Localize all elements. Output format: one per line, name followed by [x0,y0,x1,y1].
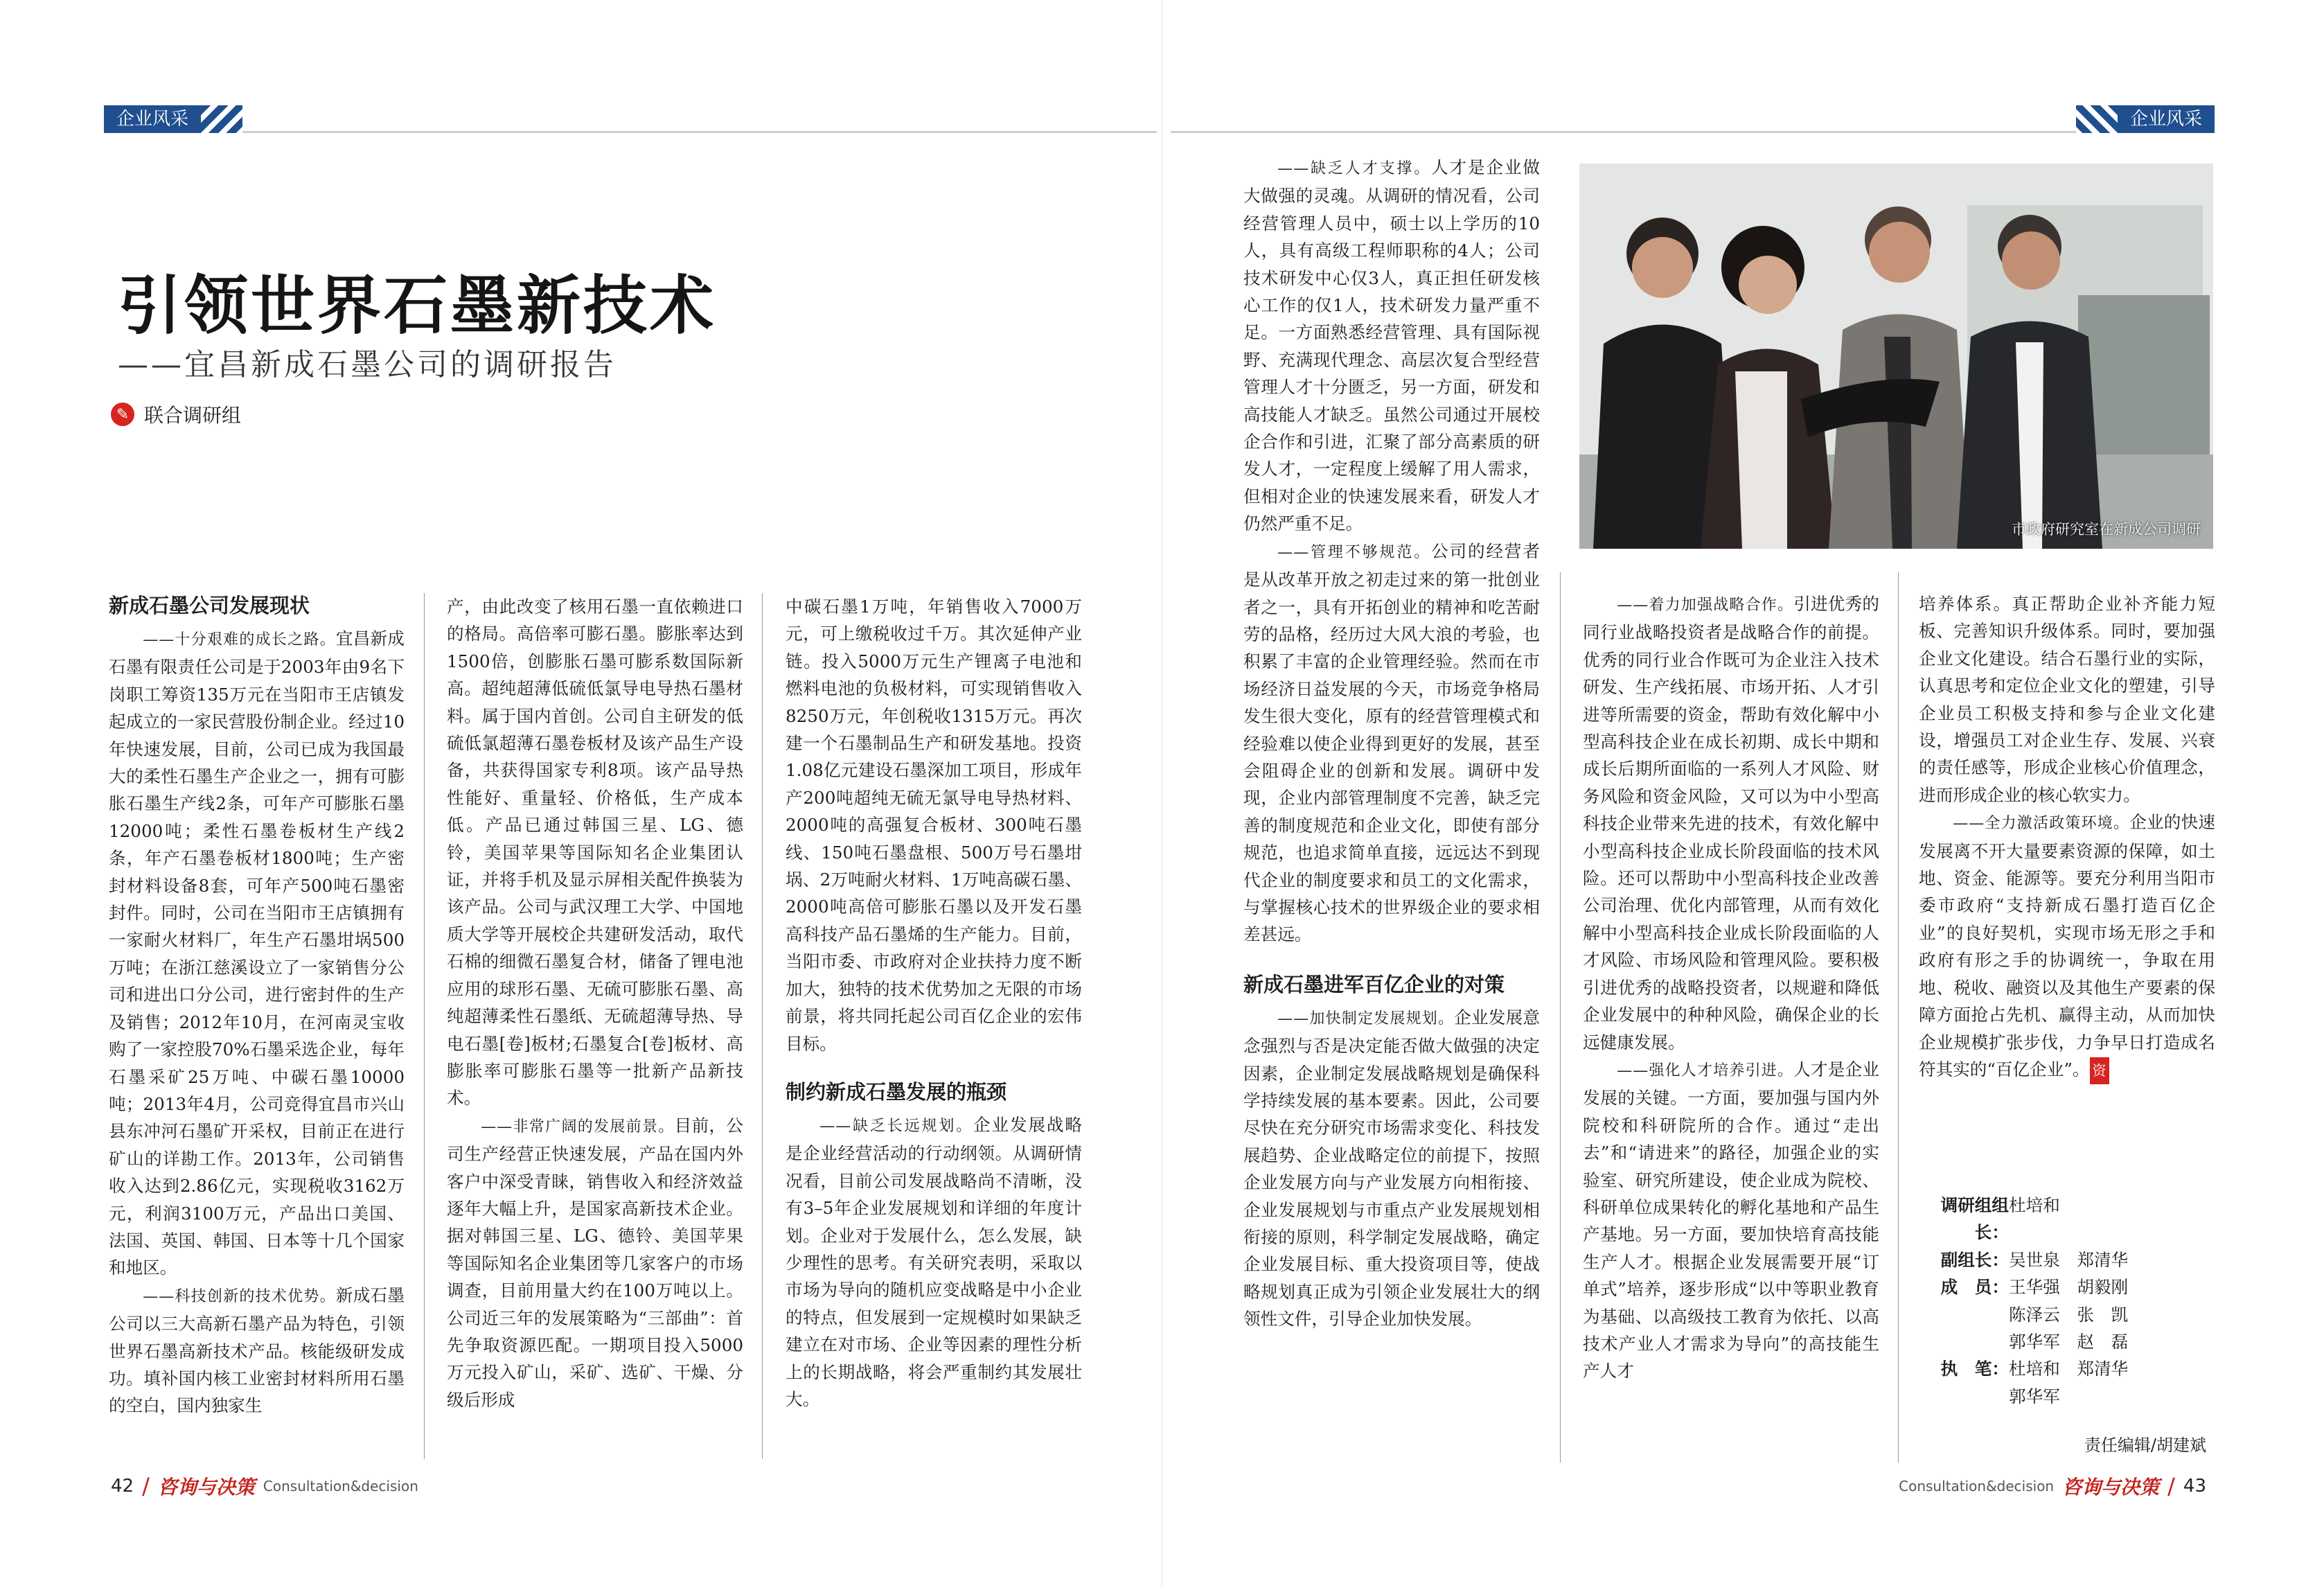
lead-phrase: ——加快制定发展规划。 [1277,1009,1455,1027]
section-tag-right [1171,105,2215,133]
text-column-5 [1583,590,1879,1385]
staff-role: 调研组组长： [1940,1195,2009,1243]
staff-names: 郭华军 赵 磊 [2009,1332,2129,1352]
pen-icon: ✎ [111,403,134,426]
section-heading: 新成石墨公司发展现状 [109,594,310,617]
staff-role: 成 员： [1940,1277,2009,1298]
paragraph: 公司的经营者是从改革开放之初走过来的第一批创业者之一，具有开拓创业的精神和吃苦耐劳的品格，经历过大风大浪的考验，也积累了丰富的企业管理经验。然而在市场经济日益发展的今天，市场竞争格局发生很大变化，原有的经营管理模式和经验难以使企业得到更好的发展，甚至会阻碍企业的创新和发展。调研中发现，企业内部管理制度不完善，缺乏完善的制度规范和企业文化，即使有部分规范，也追求简单直接，远远达不到现代企业的制度要求和员工的文化需求，与掌握核心技术的世界级企业的要求相差甚远。 [1243,540,1540,945]
staff-row [1912,1383,2217,1410]
tag-rule [1171,131,2076,133]
staff-row [1912,1192,2217,1246]
footer-slash: / [142,1473,150,1499]
staff-names: 陈泽云 张 凯 [2009,1304,2129,1325]
staff-role [1912,1328,2009,1355]
section-tag-label: 企业风采 [2118,105,2215,133]
author-line [111,400,241,428]
paragraph: 产，由此改变了核用石墨一直依赖进口的格局。高倍率可膨石墨。膨胀率达到1500倍，创膨胀石墨可膨系数国际新高。超纯超薄低硫低氯导电导热石墨材料。属于国内首创。公司自主研发的低硫低氯超薄石墨卷板材及该产品生产设备，共获得国家专利8项。该产品导热性能好、重量轻、价格低，生产成本低。产品已通过韩国三星、LG、德铃，美国苹果等国际知名企业集团认证，并将手机及显示屏相关配件换装为该产品。公司与武汉理工大学、中国地质大学等开展校企共建研发活动，取代石棉的细微石墨复合材，储备了锂电池应用的球形石墨、无硫可膨胀石墨、高纯超薄柔性石墨纸、无硫超薄导热、导电石墨[卷]板材;石墨复合[卷]板材、高膨胀率可膨胀石墨等一批新产品新技术。 [447,597,743,1109]
article-title: 引领世界石墨新技术 [118,269,717,343]
page-number: 42 [111,1476,134,1497]
magazine-brand: 咨询与决策 [2062,1476,2160,1499]
lead-phrase: ——缺乏人才支撑。 [1277,160,1432,177]
responsible-editor: 责任编辑/胡建斌 [2084,1436,2206,1455]
text-column-1 [109,590,405,1420]
staff-role [1912,1301,2009,1328]
photo-illustration [1579,164,2213,549]
staff-names: 杜培和 郑清华 [2009,1359,2129,1379]
staff-role: 副组长： [1940,1249,2009,1270]
staff-row [1912,1273,2217,1300]
author-name: 联合调研组 [144,404,242,427]
magazine-brand: 咨询与决策 [157,1476,255,1499]
column-rule [1560,572,1561,1463]
paragraph: 目前，公司生产经营正快速发展，产品在国内外客户中深受青睐，销售收入和经济效益逐年大幅上升，是国家高新技术企业。据对韩国三星、LG、德铃、美国苹果等国际知名企业集团等几家客户的市场调查，目前用量大约在100万吨以上。公司近三年的发展策略为“三部曲”：首先争取资源匹配。一期项目投入5000万元投入矿山，采矿、选矿、干燥、分级后形成 [447,1115,743,1410]
paragraph: 培养体系。真正帮助企业补齐能力短板、完善知识升级体系。同时，要加强企业文化建设。结合石墨行业的实际，认真思考和定位企业文化的塑建，引导企业员工积极支持和参与企业文化建设，增强员工对企业生存、发展、兴衰的责任感等，形成企业核心价值理念，进而形成企业的核心软实力。 [1919,594,2215,805]
paragraph: 企业发展战略是企业经营活动的行动纲领。从调研情况看，目前公司发展战略尚不清晰，没有3–5年企业发展规划和详细的年度计划。企业对于发展什么，怎么发展，缺少理性的思考。有关研究表明，采取以市场为导向的随机应变战略是中小企业的特点，但发展到一定规模时如果缺乏建立在对市场、企业等因素的理性分析上的长期战略，将会严重制约其发展壮大。 [786,1114,1082,1409]
footer-slash: / [2167,1473,2175,1499]
paragraph: 企业的快速发展离不开大量要素资源的保障，如土地、资金、能源等。要充分利用当阳市委市政府“支持新成石墨打造百亿企业”的良好契机，实现市场无形之手和政府有形之手的协调统一，争取在用地、税收、融资以及其他生产要素的保障方面抢占先机、赢得主动，从而加快企业规模扩张步伐，力争早日打造成名符其实的“百亿企业”。 [1919,812,2215,1079]
research-team-list [1912,1192,2217,1410]
text-column-2 [447,593,743,1413]
staff-row [1912,1301,2217,1328]
paragraph: 中碳石墨1万吨，年销售收入7000万元，可上缴税收过千万。其次延伸产业链。投入5000万元生产锂离子电池和燃料电池的负极材料，可实现销售收入8250万元，年创税收1315万元。再次建一个石墨制品生产和研发基地。投资1.08亿元建设石墨深加工项目，形成年产200吨超纯无硫无氯导电导热材料、2000吨的高强复合板材、300吨石墨线、150吨石墨盘根、500万号石墨坩埚、2万吨耐火材料、1万吨高碳石墨、2000吨高倍可膨胀石墨以及开发石墨高科技产品石墨烯的生产能力。目前，当阳市委、市政府对企业扶持力度不断加大，独特的技术优势加之无限的市场前景，将共同托起公司百亿企业的宏伟目标。 [786,597,1082,1054]
staff-names: 郭华军 [2009,1386,2060,1406]
lead-phrase: ——十分艰难的成长之路。 [143,631,336,649]
footer-right [1899,1472,2206,1500]
paragraph: 人才是企业发展的关键。一方面，要加强与国内外院校和科研院所的合作。通过“走出去”和“请进来”的路径，加强企业的实验室、研究所建设，使企业成为院校、科研单位成果转化的孵化基地和产品生产基地。另一方面，要加快培育高技能生产人才。根据企业发展需要开展“订单式”培养，逐步形成“以中等职业教育为基础、以高级技工教育为依托、以高技术产业人才需求为导向”的高技能生产人才 [1583,1059,1879,1382]
staff-names: 杜培和 [2009,1195,2060,1215]
staff-names: 王华强 胡毅刚 [2009,1277,2129,1298]
lead-phrase: ——强化人才培养引进。 [1617,1061,1794,1079]
section-heading: 新成石墨进军百亿企业的对策 [1243,972,1505,996]
report-photo [1579,164,2213,549]
column-rule [1898,572,1899,1463]
lead-phrase: ——全力激活政策环境。 [1953,815,2130,833]
column-rule [762,593,763,1459]
section-tag-label: 企业风采 [104,105,201,133]
staff-role [1912,1383,2009,1410]
lead-phrase: ——着力加强战略合作。 [1617,597,1794,614]
paragraph: 企业发展意念强烈与否是决定能否做大做强的决定因素，企业制定发展战略规划是确保科学持续发展的基本要素。因此，公司要尽快在充分研究市场需求变化、科技发展趋势、企业战略定位的前提下，按照企业发展方向与产业发展方向相衔接、企业发展规划与市重点产业发展规划相衔接的原则，科学制定发展战略，确定企业发展目标、重大投资项目等，使战略规划真正成为引领企业发展壮大的纲领性文件，引导企业加快发展。 [1243,1007,1540,1330]
article-subtitle: ——宜昌新成石墨公司的调研报告 [118,347,617,382]
paragraph: 人才是企业做大做强的灵魂。从调研的情况看，公司经营管理人员中，硕士以上学历的10人，具有高级工程师职称的4人；公司技术研发中心仅3人，真正担任研发核心工作的仅1人，技术研发力量严重不足。一方面熟悉经营管理、具有国际视野、充满现代理念、高层次复合型经营管理人才十分匮乏，另一方面，研发和高技能人才缺乏。虽然公司通过开展校企合作和引进，汇聚了部分高素质的研发人才，一定程度上缓解了用人需求，但相对企业的快速发展来看，研发人才仍然严重不足。 [1243,157,1540,534]
footer-left [111,1472,418,1500]
end-mark-icon: 资 [2090,1057,2109,1084]
staff-names: 吴世泉 郑清华 [2009,1249,2129,1270]
lead-phrase: ——科技创新的技术优势。 [143,1287,336,1305]
staff-row [1912,1355,2217,1382]
paragraph: 新成石墨公司以三大高新石墨产品为特色，引领世界石墨高新技术产品。核能级研发成功。填补国内核工业密封材料所用石墨的空白，国内独家生 [109,1285,405,1416]
magazine-brand-en: Consultation&decision [263,1478,418,1494]
text-column-6 [1919,590,2215,1084]
lead-phrase: ——非常广阔的发展前景。 [481,1118,675,1136]
staff-role: 执 笔： [1940,1359,2009,1379]
text-column-3 [786,593,1082,1413]
section-tag-left [104,105,1157,133]
text-column-4 [1243,154,1540,1333]
column-rule [424,593,425,1459]
tag-stripe [2076,105,2118,133]
photo-caption: 市政府研究室在新成公司调研 [2012,521,2201,538]
paragraph: 宜昌新成石墨有限责任公司是于2003年由9名下岗职工筹资135万元在当阳市王店镇发起成立的一家民营股份制企业。经过10年快速发展，目前，公司已成为我国最大的柔性石墨生产企业之一，拥有可膨胀石墨生产线2条，可年产可膨胀石墨12000吨；柔性石墨卷板材生产线2条，年产石墨卷板材1800吨；生产密封材料设备8套，可年产500吨石墨密封件。同时，公司在当阳市王店镇拥有一家耐火材料厂，年生产石墨坩埚500万吨；在浙江慈溪设立了一家销售分公司和进出口分公司，进行密封件的生产及销售；2012年10月，在河南灵宝收购了一家控股70%石墨采选企业，每年石墨采矿25万吨、中碳石墨10000吨；2013年4月，公司竞得宜昌市兴山县东冲河石墨矿开采权，目前正在进行矿山的详勘工作。2013年，公司销售收入达到2.86亿元，实现税收3162万元，利润3100万元，产品出口美国、法国、英国、韩国、日本等十几个国家和地区。 [109,628,405,1278]
lead-phrase: ——缺乏长远规划。 [819,1117,974,1135]
staff-row [1912,1246,2217,1273]
lead-phrase: ——管理不够规范。 [1277,543,1432,561]
tag-stripe [201,105,242,133]
tag-rule [242,131,1157,133]
page-number: 43 [2183,1476,2206,1497]
paragraph: 引进优秀的同行业战略投资者是战略合作的前提。优秀的同行业合作既可为企业注入技术研发、生产线拓展、市场开拓、人才引进等所需要的资金，帮助有效化解中小型高科技企业在成长初期、成长中期和成长后期所面临的一系列人才风险、财务风险和资金风险，又可以为中小型高科技企业带来先进的技术，有效化解中小型高科技企业成长阶段面临的技术风险。还可以帮助中小型高科技企业改善公司治理、优化内部管理，从而有效化解中小型高科技企业成长阶段面临的人才风险、市场风险和管理风险。要积极引进优秀的战略投资者，以规避和降低企业发展中的种种风险，确保企业的长远健康发展。 [1583,594,1879,1052]
magazine-brand-en: Consultation&decision [1899,1478,2055,1494]
staff-row [1912,1328,2217,1355]
section-heading: 制约新成石墨发展的瓶颈 [786,1079,1007,1104]
